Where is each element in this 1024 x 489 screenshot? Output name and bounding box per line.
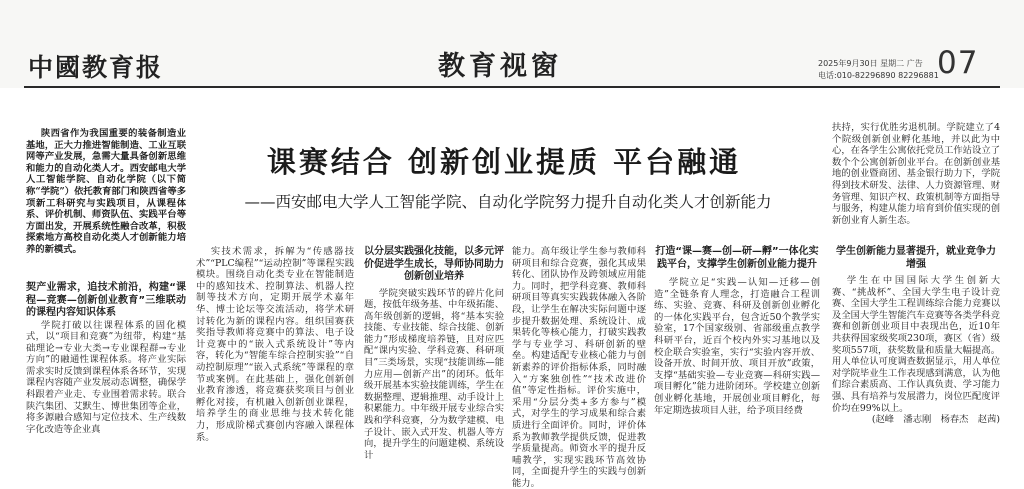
article-headline: 课赛结合 创新创业提质 平台融通 <box>266 145 742 179</box>
section-4-paragraph: 学生在中国国际大学生创新大赛、“挑战杯”、全国大学生电子设计竞赛、全国大学生工程训练综合能力竞赛以及全国大学生智能汽车竞赛等各类学科竞赛和创新创业项目中表现出色，近10年共获得国家级奖项230项，赛区（省）级奖项557项，获奖数量和质量大幅提高。用人单位认可度调查数据显示，用人单位对学院毕业生工作表现感到满意，认为他们综合素质高、工作认真负责、学习能力强、具有培养与发展潜力，岗位匹配度评价均在99%以上。 <box>832 275 1000 414</box>
section-2-continued: 能力。高年级让学生参与教师科研项目和综合竞赛，强化其成果转化、团队协作及跨领域应用能力。同时，把学科竞赛、教师科研项目等真实实践载体融入各阶段，让学生在解决实际问题中逐步提升数据处理、系统设计、成果转化等核心能力，打破实践教学与专业学习、科研创新的壁垒。构建适配专业核心能力与创新素养的评价指标体系，同时融入“方案独创性”“技术改进价值”等定性指标。评价实施中，采用“分层分类+多方参与”模式，对学生的学习成果和综合素质进行全面评价。同时，评价体系为教师教学提供反馈，促进教学质量提高。师资水平的提升反哺教学，实现实践环节高效协同，全面提升学生的实践与创新能力。 <box>512 246 646 489</box>
column-4 <box>512 246 646 489</box>
column-6 <box>832 246 1000 426</box>
column-3 <box>364 246 504 461</box>
column-5 <box>654 246 820 416</box>
section-3-continued: 扶持，实行优胜劣退机制。学院建立了4个院级创新创业孵化基地，并以此为中心，在各学生公寓依托党员工作站设立了数个个公寓创新创业平台。在创新创业基地的创业暨商团、基金银行助力下，学院得到技术研发、法律、人力资源管理、财务管理、知识产权、政策机制等方面指导与服务，构建从能力培育到价值实现的创新创业育人新生态。 <box>832 122 1000 226</box>
section-4-heading: 学生创新能力显著提升，就业竞争力增强 <box>836 246 996 270</box>
section-3-paragraph: 学院立足“实践—认知—迁移—创造”全链条育人理念，打造融合工程训练、实验、竞赛、科研及创新创业孵化的一体化实践平台，包含近50个教学实验室，17个国家级别、省部级重点教学科研平台，近百个校内外实习基地以及校企联合实验室，实行“实验内容开放、设备开放、时间开放、项目开放”政策，支撑“基础实验—专业竞赛—科研实践—项目孵化”能力进阶闭环。学校建立创新创业孵化基地，开展创业项目孵化，每年定期选拔项目人驻，给予项目经费 <box>654 277 820 416</box>
section-1-continued: 实技术需求，拆解为“传感器技术”“PLC编程”“运动控制”等课程实践模块。围绕自动化类专业在智能制造中的感知技术、控制算法、机器人控制等技术方向，定期开展学术嘉年华、博士论坛等交流活动，将学术研讨转化为新的课程内容。组织国赛获奖指导教师将竞赛中的算法、电子设计竞赛中的“嵌入式系统设计”等内容，转化为“智能车综合控制实验”“自动控制原理”“嵌入式系统”等课程的章节或案例。在此基础上，强化创新创业教育渗透，将竞赛获奖项目与创业孵化对接，有机融入创新创业课程，培养学生的商业思维与技术转化能力，形成阶梯式赛创内容融入课程体系。 <box>196 246 354 443</box>
byline: (赵峰 潘志刚 杨春杰 赵茜) <box>871 414 1000 426</box>
section-1-paragraph: 学院打破以往课程体系的固化模式，以“项目和竞赛”为纽带，构建“基础理论→专业大类→专业课程群→专业方向”的融通性课程体系。将产业实际需求实时反馈到课程体系各环节，实现课程内容随产业发展动态调整，确保学科跟着产业走、专业围着需求转。联合陕汽集团、艾默生、博世集团等企业，将多源融合感知与定位技术、生产线数字化改造等企业真 <box>26 319 186 435</box>
section-3-heading: 打造“课—赛—创—研—孵”一体化实践平台，支撑学生创新创业能力提升 <box>655 246 819 270</box>
article-subhead: ——西安邮电大学人工智能学院、自动化学院努力提升自动化类人才创新能力 <box>244 193 772 211</box>
column-2 <box>196 246 354 443</box>
contact-phone: 电话:010-82296890 82296881 <box>818 71 939 80</box>
section-2-paragraph: 学院突破实践环节的碎片化问题，按低年级务基、中年级拓能、高年级创新的逻辑，将“基本实验技能、专业技能、综合技能、创新能力”形成梯度培养链，且对应匹配“课内实验、学科竞赛、科研项目”三类场景，实现“技能训练—能力应用—创新产出”的闭环。低年级开展基本实验技能训练，学生在数据整理、逻辑推理、动手设计上积累能力。中年级开展专业综合实践和学科竞赛，分为数学建模、电子设计、嵌入式开发、机器人等方向，提升学生的问题建模、系统设计 <box>364 287 504 461</box>
section-2-heading: 以分层实践强化技能，以多元评价促进学生成长，导师协同助力创新创业培养 <box>364 246 504 282</box>
section-1-heading: 契产业需求，追技术前沿，构建“课程—竞赛—创新创业教育”三维联动的课程内容知识体系 <box>26 282 186 318</box>
masthead <box>0 0 1024 88</box>
issue-date: 2025年9月30日 星期二 广告 <box>818 59 923 68</box>
column-1 <box>26 282 186 435</box>
section-title: 教育视窗 <box>438 51 562 82</box>
masthead-rule <box>24 86 1000 88</box>
intro-column <box>26 128 186 256</box>
page-number: 07 <box>937 45 979 81</box>
column-6-top <box>832 122 1000 226</box>
newspaper-logo: 中國教育报 <box>28 53 164 82</box>
intro-paragraph: 陕西省作为我国重要的装备制造业基地，正大力推进智能制造、工业互联网等产业发展，急需大量具备创新思维和能力的自动化类人才。西安邮电大学人工智能学院、自动化学院（以下简称“学院”）依托教育部门和陕西省等多项新工科研究与实践项目，从课程体系、评价机制、师资队伍、实践平台等方面出发，开展系统性融合改革，积极探索地方高校自动化类人才创新能力培养的新模式。 <box>26 128 186 255</box>
